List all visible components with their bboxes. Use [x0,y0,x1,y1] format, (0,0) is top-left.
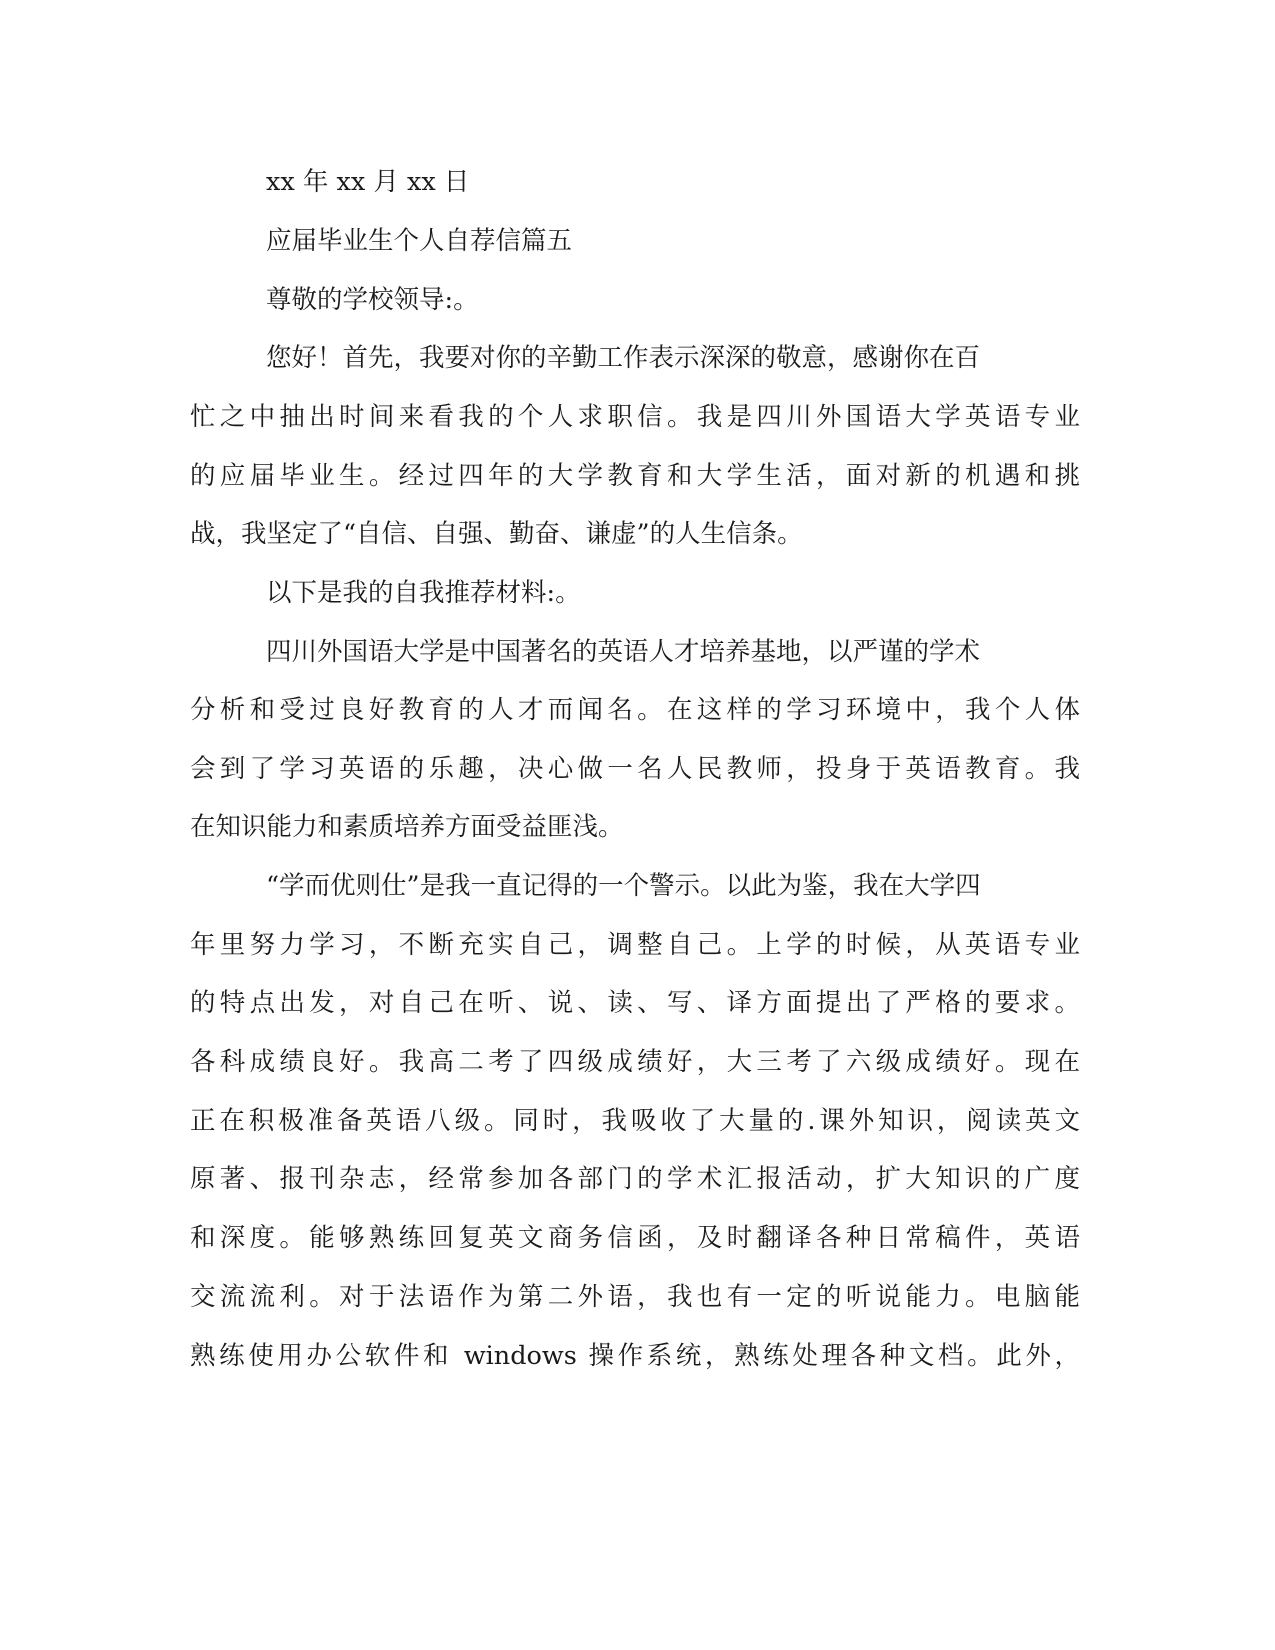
paragraph-line: 交流流利。对于法语作为第二外语，我也有一定的听说能力。电脑能 [190,1282,1080,1312]
paragraph-line: 年里努力学习，不断充实自己，调整自己。上学的时候，从英语专业 [190,930,1080,960]
paragraph-line: 在知识能力和素质培养方面受益匪浅。 [190,812,624,842]
paragraph-line: 战，我坚定了“自信、自强、勤奋、谦虚”的人生信条。 [190,519,803,549]
paragraph-line: 正在积极准备英语八级。同时，我吸收了大量的.课外知识，阅读英文 [190,1106,1080,1136]
paragraph-line: 的特点出发，对自己在听、说、读、写、译方面提出了严格的要求。 [190,988,1080,1018]
paragraph-line: 您好！首先，我要对你的辛勤工作表示深深的敬意，感谢你在百 [266,343,981,373]
salutation: 尊敬的学校领导:。 [266,285,479,315]
paragraph-line: 各科成绩良好。我高二考了四级成绩好，大三考了六级成绩好。现在 [190,1047,1080,1077]
paragraph-line: 熟练使用办公软件和 windows 操作系统，熟练处理各种文档。此外， [190,1341,1080,1371]
paragraph-line: “学而优则仕”是我一直记得的一个警示。以此为鉴，我在大学四 [266,871,981,901]
paragraph-line: 会到了学习英语的乐趣，决心做一名人民教师，投身于英语教育。我 [190,754,1080,784]
paragraph-line: 分析和受过良好教育的人才而闻名。在这样的学习环境中，我个人体 [190,695,1080,725]
date-line: xx 年 xx 月 xx 日 [266,167,470,197]
paragraph-line: 四川外国语大学是中国著名的英语人才培养基地，以严谨的学术 [266,637,981,667]
paragraph-line: 原著、报刊杂志，经常参加各部门的学术汇报活动，扩大知识的广度 [190,1164,1080,1194]
paragraph-line: 和深度。能够熟练回复英文商务信函，及时翻译各种日常稿件，英语 [190,1223,1080,1253]
paragraph-line: 忙之中抽出时间来看我的个人求职信。我是四川外国语大学英语专业 [190,402,1080,432]
paragraph-line: 的应届毕业生。经过四年的大学教育和大学生活，面对新的机遇和挑 [190,461,1080,491]
letter-title: 应届毕业生个人自荐信篇五 [266,226,573,256]
paragraph-line: 以下是我的自我推荐材料:。 [266,578,581,608]
